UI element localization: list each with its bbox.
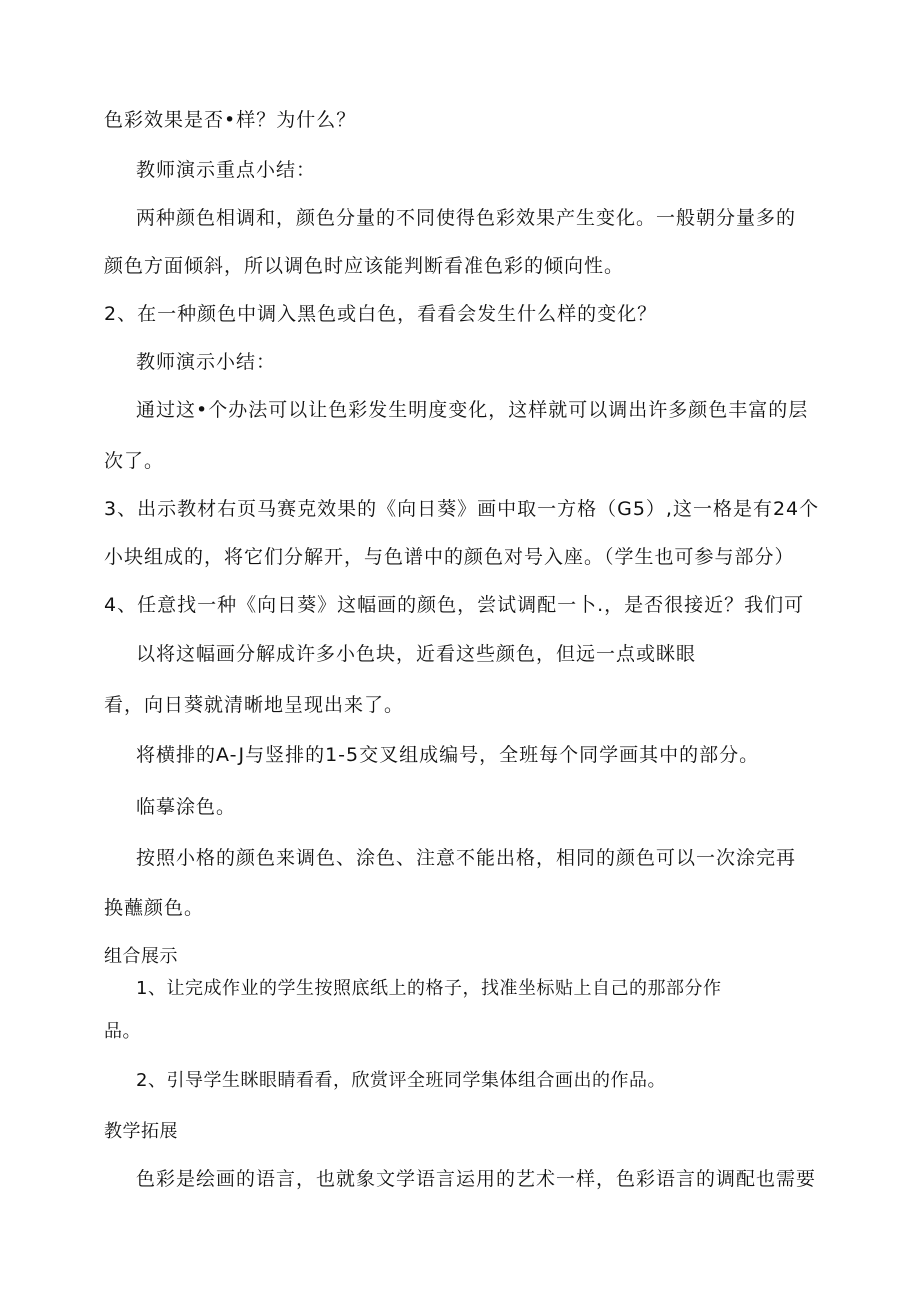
text-line: 换蘸颜色。 [104, 897, 205, 919]
text-line: 以将这幅画分解成许多小色块，近看这些颜色，但远一点或眯眼 [136, 643, 697, 665]
text-line: 小块组成的，将它们分解开，与色谱中的颜色对号入座。（学生也可参与部分） [104, 546, 795, 568]
section-heading: 组合展示 [104, 946, 178, 967]
text-line: 3、出示教材右页马赛克效果的《向日葵》画中取一方格（G5）,这一格是有24个 [104, 498, 820, 520]
text-line: 将横排的A-J与竖排的1-5交叉组成编号，全班每个同学画其中的部分。 [136, 744, 760, 766]
text-line: 两种颜色相调和，颜色分量的不同使得色彩效果产生变化。一般朝分量多的 [136, 207, 797, 229]
text-line: 4、任意找一种《向日葵》这幅画的颜色，尝试调配一卜.，是否很接近？我们可 [104, 594, 805, 616]
text-line: 2、在一种颜色中调入黑色或白色，看看会发生什么样的变化？ [104, 303, 658, 325]
text-line: 按照小格的颜色来调色、涂色、注意不能出格，相同的颜色可以一次涂完再 [136, 847, 797, 869]
text-line: 通过这•个办法可以让色彩发生明度变化，这样就可以调出许多颜色丰富的层 [136, 399, 809, 421]
text-line: 教师演示重点小结： [136, 159, 317, 181]
text-line: 颜色方面倾斜，所以调色时应该能判断看准色彩的倾向性。 [104, 255, 625, 277]
text-line: 1、让完成作业的学生按照底纸上的格子，找准坐标贴上自己的那部分作 [136, 978, 722, 999]
text-line: 教师演示小结： [136, 351, 277, 373]
text-line: 看，向日葵就清晰地呈现出来了。 [104, 694, 405, 716]
text-line: 2、引导学生眯眼睛看看，欣赏评全班同学集体组合画出的作品。 [136, 1070, 666, 1091]
text-line: 色彩效果是否•样？为什么？ [104, 109, 357, 131]
text-line: 临摹涂色。 [136, 796, 237, 818]
text-line: 色彩是绘画的语言，也就象文学语言运用的艺术一样，色彩语言的调配也需要 [136, 1168, 817, 1190]
text-line: 品。 [104, 1021, 141, 1042]
section-heading: 教学拓展 [104, 1121, 178, 1142]
text-line: 次了。 [104, 450, 165, 472]
